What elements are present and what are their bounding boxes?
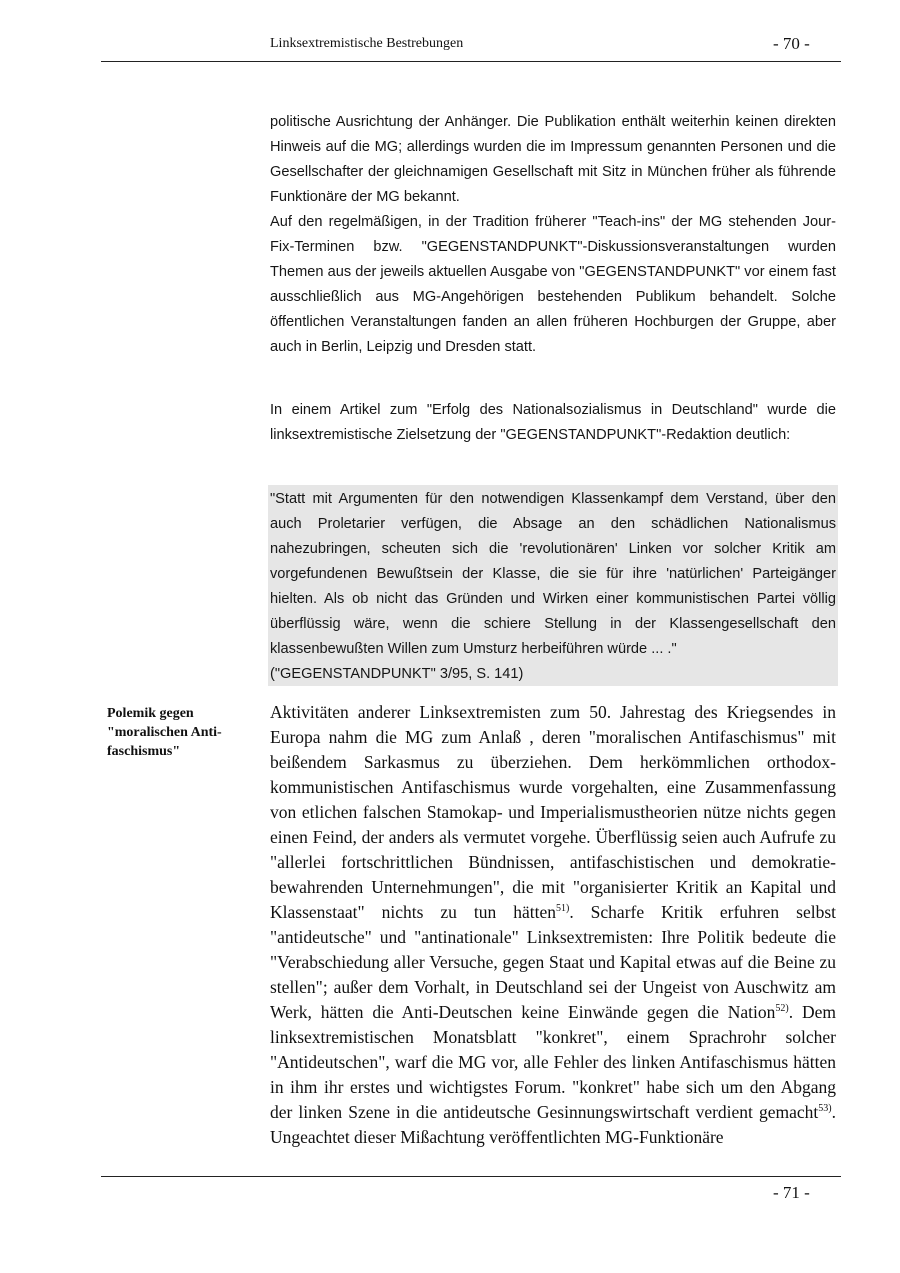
- paragraph-block-1: [270, 110, 836, 360]
- footnote-ref-52: 52): [775, 1003, 789, 1015]
- main-text-part-2: . Scharfe Kritik erfuhren selbst "antideutsche" und "antinationale" Linksextremisten: Ihre Politik bedeute die "Verabschiedung aller Versuche, gegen Staat und Kapital etwas auf die Beine zu stellen"; außer dem Vorhalt, in Deutschland sei der Ungeist von Auschwitz am Werk, hätten die Anti-Deutschen keine Einwände gegen die Nation: [270, 902, 836, 1022]
- margin-note-line-1: Polemik gegen: [107, 706, 194, 721]
- margin-note-line-3: faschismus": [107, 744, 181, 759]
- footer-page-number: - 71 -: [773, 1183, 810, 1202]
- quote-box: [268, 485, 838, 686]
- paragraph-publication: politische Ausrichtung der Anhänger. Die Publikation enthält weiterhin keinen direkten Hinweis auf die MG; allerdings wurden die im Impressum genannten Personen und die Gesellschafter der gleichnamigen Gesellschaft mit Sitz in München früher als führende Funktionäre der MG bekannt.: [270, 114, 836, 205]
- paragraph-events: Auf den regelmäßigen, in der Tradition früherer "Teach-ins" der MG stehenden Jour-Fix-Terminen bzw. "GEGENSTANDPUNKT"-Diskussionsveranstaltungen wurden Themen aus der jeweils aktuellen Ausgabe von "GEGENSTANDPUNKT" vor einem fast ausschließlich aus MG-Angehörigen bestehenden Publikum behandelt. Solche öffentlichen Veranstaltungen fanden an allen früheren Hochburgen der Gruppe, aber auch in Berlin, Leipzig und Dresden statt.: [270, 214, 836, 355]
- footnote-ref-51: 51): [555, 903, 570, 915]
- main-text-part-1: Aktivitäten anderer Linksextremisten zum 50. Jahrestag des Kriegsendes in Europa nahm die MG zum Anlaß , deren "moralischen Antifaschismus" mit beißendem Sarkasmus zu überziehen. Dem herkömmlichen orthodox-kommunistischen Antifaschismus wurde vorgehalten, eine Zusammenfassung von etlichen falschen Stamokap- und Imperialismustheorien nütze nichts gegen einen Feind, der anders als vermutet vorgehe. Überflüssig seien auch Aufrufe zu "allerlei fortschrittlichen Bündnissen, antifaschistischen und demokratie-bewahrenden Unternehmungen", die mit "organisierter Kritik an Kapital und Klassenstaat" nichts zu tun hätten: [270, 702, 836, 922]
- main-paragraph: [270, 700, 836, 1150]
- footer-rule: [101, 1176, 841, 1177]
- footnote-ref-53: 53): [818, 1103, 832, 1115]
- header-page-number: - 70 -: [773, 34, 810, 53]
- quote-source: ("GEGENSTANDPUNKT" 3/95, S. 141): [270, 666, 524, 682]
- margin-note: [107, 704, 237, 761]
- main-text-part-4: . Ungeachtet dieser Mißachtung veröffentlichten MG-Funktionäre: [270, 1102, 836, 1147]
- paragraph-article-intro: In einem Artikel zum "Erfolg des Nationalsozialismus in Deutschland" wurde die linksextremistische Zielsetzung der "GEGENSTANDPUNKT"-Redaktion deutlich:: [270, 402, 836, 443]
- quote-text: "Statt mit Argumenten für den notwendigen Klassenkampf dem Verstand, über den auch Proletarier verfügen, die Absage an den schädlichen Nationalismus nahezubringen, scheuten sich die 'revolutionären' Linken vor solcher Kritik am vorgefundenen Bewußtsein der Klasse, die sie für ihre 'natürlichen' Parteigänger hielten. Als ob nicht das Gründen und Wirken einer kommunistischen Partei völlig überflüssig wäre, wenn die schiere Stellung in der Klassengesellschaft den klassenbewußten Willen zum Umsturz herbeiführen würde ... .": [270, 491, 836, 657]
- running-header-title: Linksextremistische Bestrebungen: [270, 36, 464, 51]
- header-rule: [101, 61, 841, 62]
- main-text-part-3: . Dem linksextremistischen Monatsblatt "konkret", einem Sprachrohr solcher "Antideutschen", warf die MG vor, alle Fehler des linken Antifaschismus hätten in ihm ihr erstes und wichtigstes Forum. "konkret" habe sich um den Abgang der linken Szene in die antideutsche Gesinnungswirtschaft verdient gemacht: [270, 1002, 836, 1122]
- margin-note-line-2: "moralischen Anti-: [107, 725, 222, 740]
